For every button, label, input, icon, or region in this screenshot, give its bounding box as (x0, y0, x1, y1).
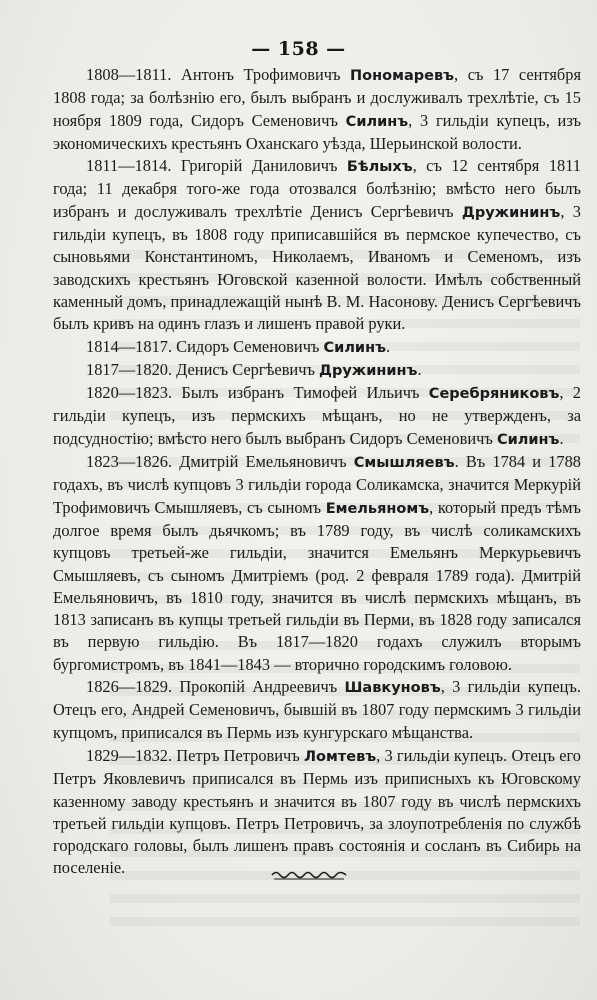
entry-paragraph: 1820—1823. Былъ избранъ Тимофей Ильичъ Серебряниковъ, 2 гильдіи купецъ, изъ пермскихъ мѣщанъ, но не утвержденъ, за подсудностію; вмѣсто него былъ выбранъ Сидоръ Семеновичъ Силинъ. (53, 383, 582, 448)
person-name: Смышляевъ (353, 455, 455, 472)
person-name: Пономаревъ (350, 68, 455, 84)
wavy-rule-ornament-icon (270, 868, 348, 882)
person-name: Дружининъ (461, 204, 561, 221)
person-name: Дружининъ (319, 362, 418, 379)
entry-paragraph: 1808—1811. Антонъ Трофимовичъ Пономаревъ, съ 17 сентября 1808 года; за болѣзнію его, былъ выбранъ и дослуживалъ трехлѣтіе, съ 15 ноября 1809 года, Сидоръ Семеновичъ Силинъ, 3 гильдіи купецъ, изъ экономическихъ крестьянъ Оханскаго уѣзда, Шерьинской волости. (53, 65, 581, 153)
body-text (53, 64, 581, 881)
entry-paragraph: 1811—1814. Григорій Даниловичъ Бѣлыхъ, съ 12 сентября 1811 года; 11 декабря того-же года отозвался болѣзнію; вмѣсто него былъ избранъ и дослуживалъ трехлѣтіе Денисъ Сергѣевичъ Дружининъ, 3 гильдіи купецъ, въ 1808 году приписавшійся въ пермское купечество, съ сыновьями Константиномъ, Николаемъ, Иваномъ и Семеномъ, изъ заводскихъ крестьянъ Юговской казенной волости. Имѣлъ собственный каменный домъ, принадлежащій нынѣ В. М. Насонову. Денисъ Сергѣевичъ былъ кривъ на одинъ глазъ и лишенъ правой руки. (53, 156, 582, 334)
person-name: Силинъ (323, 339, 387, 356)
person-name: Шавкуновъ (344, 680, 441, 697)
entry-paragraph: 1826—1829. Прокопій Андреевичъ Шавкуновъ, 3 гильдіи купецъ. Отецъ его, Андрей Семеновичъ, бывшій въ 1807 году пермскимъ 3 гильдіи купцомъ, приписался въ Пермь изъ кунгурскаго мѣщанства. (53, 677, 582, 742)
entry-paragraph: 1817—1820. Денисъ Сергѣевичъ Дружининъ. (86, 359, 422, 379)
person-name: Бѣлыхъ (346, 159, 413, 176)
entry-paragraph: 1814—1817. Сидоръ Семеновичъ Силинъ. (86, 336, 391, 356)
entry-paragraph: 1829—1832. Петръ Петровичъ Ломтевъ, 3 гильдіи купецъ. Отецъ его Петръ Яковлевичъ приписался въ Пермь изъ приписныхъ къ Юговскому казенному заводу крестьянъ и значится въ 1807 году въ числѣ пермскихъ третьей гильдіи купцовъ. Петръ Петровичъ, за злоупотребленія по службѣ городскаго головы, былъ лишенъ правъ состоянія и сосланъ въ Сибирь на поселеніе. (53, 745, 581, 878)
person-name: Силинъ (345, 113, 409, 130)
person-name: Силинъ (496, 431, 560, 448)
entry-paragraph: 1823—1826. Дмитрій Емельяновичъ Смышляевъ. Въ 1784 и 1788 годахъ, въ числѣ купцовъ 3 гильдіи города Соликамска, значится Меркурій Трофимовичъ Смышляевъ, съ сыномъ Емельяномъ, который предъ тѣмъ долгое время былъ дьячкомъ; въ 1789 году, въ числѣ соликамскихъ купцовъ третьей-же гильдіи, значится Емельянъ Меркурьевичъ Смышляевъ, съ сыномъ Дмитріемъ (род. 2 февраля 1789 года). Дмитрій Емельяновичъ, въ 1810 году, значится въ числѣ пермскихъ мѣщанъ, въ 1813 записанъ въ купцы третьей гильдіи въ Перми, въ 1828 году записался въ первую гильдію. Въ 1817—1820 годахъ служилъ вторымъ бургомистромъ, въ 1841—1843 — вторично городскимъ головою. (53, 452, 582, 674)
person-name: Емельяномъ (325, 500, 430, 517)
person-name: Ломтевъ (303, 748, 377, 765)
page-number: — 158 — (251, 38, 346, 60)
person-name: Серебряниковъ (428, 386, 560, 403)
